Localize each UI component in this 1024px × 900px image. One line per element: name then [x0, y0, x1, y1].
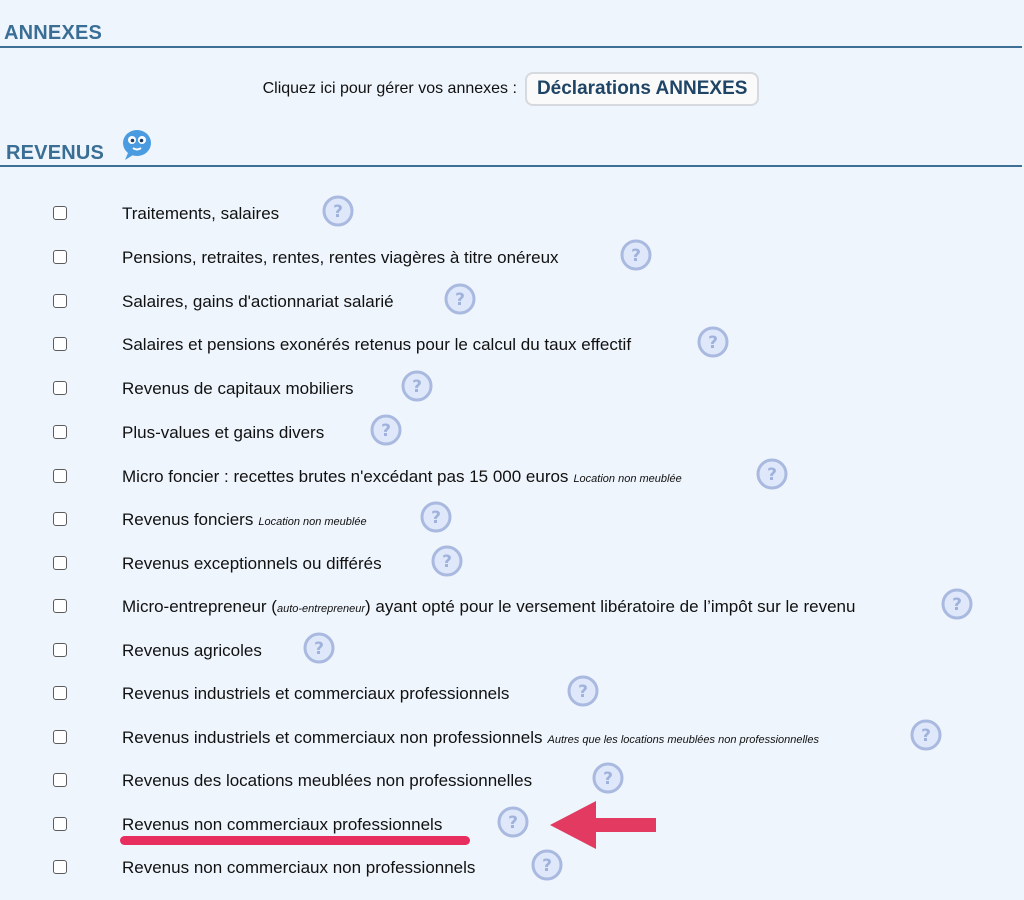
revenus-label[interactable]	[122, 684, 509, 704]
help-question-icon[interactable]	[620, 239, 652, 271]
revenus-checkbox[interactable]	[53, 512, 67, 526]
revenus-checkbox[interactable]	[53, 730, 67, 744]
revenus-row	[0, 592, 1024, 622]
revenus-label[interactable]	[122, 597, 855, 617]
revenus-label[interactable]	[122, 248, 559, 268]
revenus-label[interactable]	[122, 641, 262, 661]
revenus-checkbox[interactable]	[53, 599, 67, 613]
help-question-icon[interactable]	[444, 283, 476, 315]
revenus-label[interactable]	[122, 204, 279, 224]
revenus-checkbox[interactable]	[53, 773, 67, 787]
svg-text:?: ?	[952, 595, 962, 615]
revenus-row	[0, 374, 1024, 404]
revenus-checkbox[interactable]	[53, 206, 67, 220]
revenus-row	[0, 418, 1024, 448]
revenus-label-text: Revenus industriels et commerciaux non professionnels	[122, 728, 543, 747]
revenus-label-text: Salaires et pensions exonérés retenus pour le calcul du taux effectif	[122, 335, 632, 354]
help-question-icon[interactable]	[592, 762, 624, 794]
help-question-icon[interactable]	[941, 588, 973, 620]
revenus-row	[0, 287, 1024, 317]
svg-text:?: ?	[442, 552, 452, 572]
revenus-label-text: Revenus des locations meublées non professionnelles	[122, 771, 533, 790]
revenus-section-title: REVENUS	[6, 142, 105, 164]
help-question-icon[interactable]	[322, 195, 354, 227]
revenus-row	[0, 766, 1024, 796]
revenus-checkbox[interactable]	[53, 643, 67, 657]
help-question-icon[interactable]	[420, 501, 452, 533]
revenus-checkbox[interactable]	[53, 425, 67, 439]
revenus-label[interactable]	[122, 467, 682, 487]
highlight-arrow-icon	[550, 799, 658, 851]
svg-text:?: ?	[455, 290, 465, 310]
revenus-divider	[0, 165, 1022, 167]
revenus-label[interactable]	[122, 379, 354, 399]
svg-text:?: ?	[508, 813, 518, 833]
revenus-label-inline-note: auto-entrepreneur	[276, 603, 366, 615]
mascot-help-icon[interactable]	[120, 127, 154, 161]
revenus-label[interactable]	[122, 815, 442, 835]
svg-text:?: ?	[921, 726, 931, 746]
revenus-checkbox[interactable]	[53, 294, 67, 308]
highlight-underline	[120, 836, 470, 845]
revenus-checkbox[interactable]	[53, 860, 67, 874]
revenus-label-text: Revenus non commerciaux non professionnels	[122, 858, 476, 877]
revenus-row	[0, 243, 1024, 273]
revenus-checkbox[interactable]	[53, 686, 67, 700]
revenus-label-note: Autres que les locations meublées non professionnelles	[547, 734, 819, 746]
revenus-row	[0, 679, 1024, 709]
help-question-icon[interactable]	[303, 632, 335, 664]
revenus-label[interactable]	[122, 292, 394, 312]
revenus-row	[0, 505, 1024, 535]
revenus-label-text: Revenus exceptionnels ou différés	[122, 554, 382, 573]
revenus-label-text: Revenus agricoles	[122, 641, 262, 660]
revenus-row	[0, 549, 1024, 579]
revenus-label[interactable]	[122, 858, 475, 878]
revenus-row	[0, 636, 1024, 666]
help-question-icon[interactable]	[431, 545, 463, 577]
revenus-checkbox[interactable]	[53, 817, 67, 831]
revenus-label[interactable]	[122, 554, 382, 574]
revenus-label-text: Pensions, retraites, rentes, rentes viagères à titre onéreux	[122, 248, 559, 267]
annexes-manage-row	[0, 69, 1024, 109]
revenus-label-text: Revenus industriels et commerciaux professionnels	[122, 684, 510, 703]
svg-text:?: ?	[381, 421, 391, 441]
svg-text:?: ?	[431, 508, 441, 528]
svg-text:?: ?	[578, 682, 588, 702]
annexes-manage-label: Cliquez ici pour gérer vos annexes :	[262, 80, 517, 97]
revenus-label-text: Micro-entrepreneur (	[122, 597, 277, 616]
revenus-row	[0, 853, 1024, 883]
declarations-annexes-button[interactable]: Déclarations ANNEXES	[525, 72, 759, 106]
revenus-row	[0, 723, 1024, 753]
revenus-label-text: Revenus de capitaux mobiliers	[122, 379, 354, 398]
svg-text:?: ?	[603, 769, 613, 789]
svg-text:?: ?	[542, 856, 552, 876]
revenus-label-text: Traitements, salaires	[122, 204, 280, 223]
svg-text:?: ?	[333, 202, 343, 222]
revenus-label-text: Revenus fonciers	[122, 510, 254, 529]
revenus-checkbox[interactable]	[53, 337, 67, 351]
revenus-label[interactable]	[122, 510, 367, 530]
help-question-icon[interactable]	[567, 675, 599, 707]
revenus-checkbox[interactable]	[53, 381, 67, 395]
revenus-label[interactable]	[122, 728, 819, 748]
help-question-icon[interactable]	[370, 414, 402, 446]
help-question-icon[interactable]	[497, 806, 529, 838]
help-question-icon[interactable]	[697, 326, 729, 358]
help-question-icon[interactable]	[531, 849, 563, 881]
revenus-label[interactable]	[122, 423, 324, 443]
svg-text:?: ?	[412, 377, 422, 397]
svg-text:?: ?	[631, 246, 641, 266]
revenus-checkbox[interactable]	[53, 556, 67, 570]
revenus-label-note: Location non meublée	[258, 516, 367, 528]
revenus-label-text: Revenus non commerciaux professionnels	[122, 815, 443, 834]
revenus-checkbox[interactable]	[53, 469, 67, 483]
revenus-row	[0, 462, 1024, 492]
help-question-icon[interactable]	[756, 458, 788, 490]
svg-text:?: ?	[314, 639, 324, 659]
revenus-label[interactable]	[122, 771, 532, 791]
revenus-row	[0, 330, 1024, 360]
revenus-label[interactable]	[122, 335, 631, 355]
help-question-icon[interactable]	[401, 370, 433, 402]
annexes-divider	[0, 46, 1022, 48]
svg-text:?: ?	[708, 333, 718, 353]
revenus-label-note: Location non meublée	[573, 473, 682, 485]
revenus-label-text: Micro foncier : recettes brutes n'excédant pas 15 000 euros	[122, 467, 569, 486]
revenus-row	[0, 199, 1024, 229]
revenus-label-text: Plus-values et gains divers	[122, 423, 325, 442]
revenus-checkbox[interactable]	[53, 250, 67, 264]
annexes-section-title: ANNEXES	[4, 22, 103, 44]
help-question-icon[interactable]	[910, 719, 942, 751]
revenus-label-text: Salaires, gains d'actionnariat salarié	[122, 292, 394, 311]
revenus-label-text-after: ) ayant opté pour le versement libératoire de l’impôt sur le revenu	[365, 597, 856, 616]
svg-text:?: ?	[767, 465, 777, 485]
